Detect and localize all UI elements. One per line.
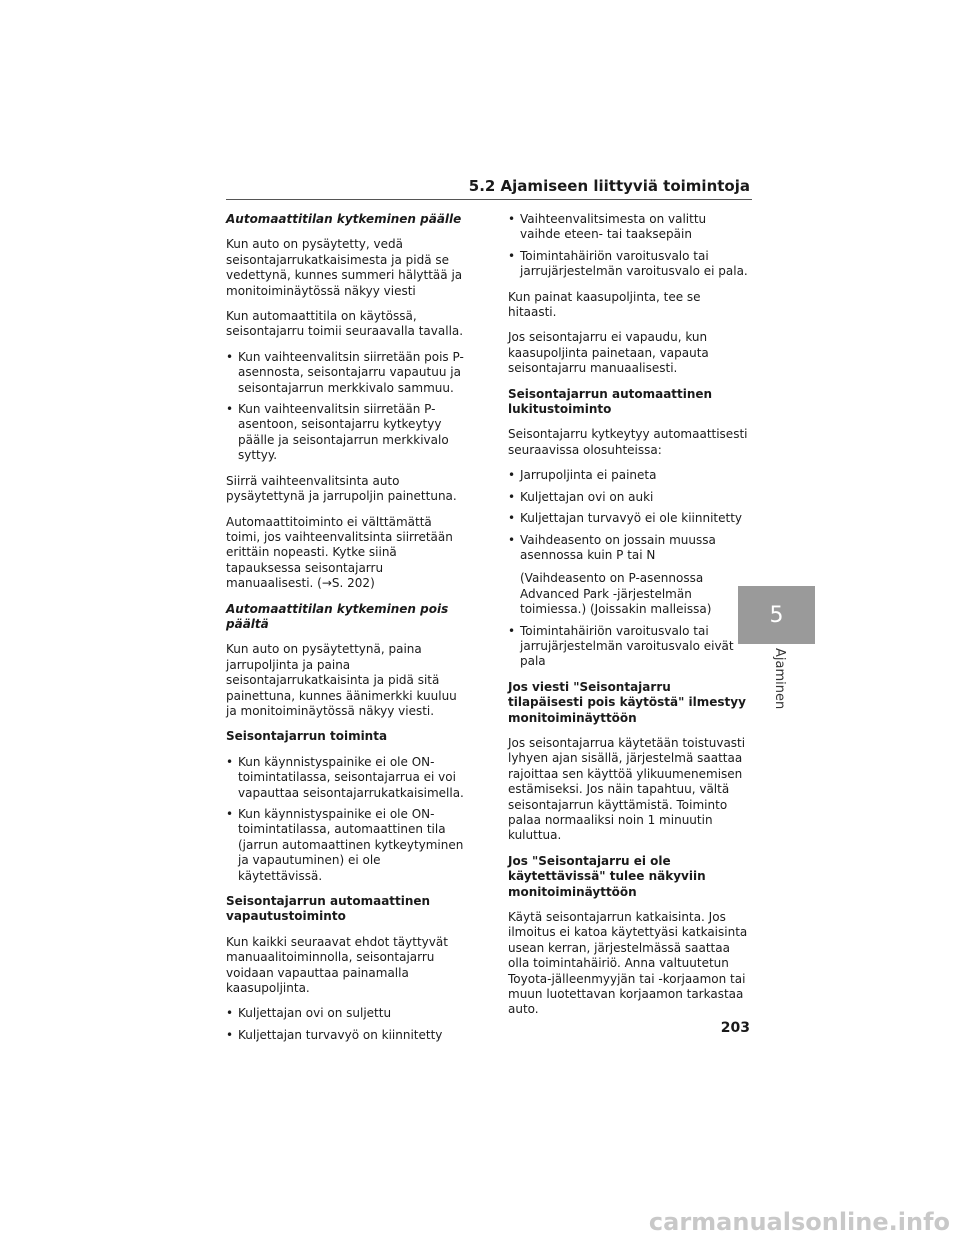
list-item: • Kuljettajan turvavyö on kiinnitetty (226, 1028, 466, 1043)
list-item: • Kun vaihteenvalitsin siirretään pois P-asennosta, seisontajarru vapautuu ja seisontajarrun merkkivalo sammuu. (226, 350, 466, 396)
paragraph: Automaattitoiminto ei välttämättä toimi, jos vaihteenvalitsinta siirretään erittäin nopeasti. Kytke siinä tapauksessa seisontajarru manuaalisesti. (→S. 202) (226, 514, 453, 591)
heading-auto-mode-on: Automaattitilan kytkeminen päälle (226, 212, 462, 226)
paragraph: Siirrä vaihteenvalitsinta auto pysäytettynä ja jarrupoljin painettuna. (226, 473, 457, 504)
list-item: • Kun vaihteenvalitsin siirretään P-asentoon, seisontajarru kytkeytyy päälle ja seisontajarrun merkkivalo syttyy. (226, 402, 466, 464)
chapter-tab (738, 586, 815, 644)
paragraph: Käytä seisontajarrun katkaisinta. Jos ilmoitus ei katoa käytettyäsi katkaisinta usean kerran, järjestelmässä saattaa olla toimintahäiriö. Anna valtuutetun Toyota-jälleenmyyjän tai -korjaamon tai muun luotettavan korjaamon tarkastaa auto. (508, 910, 748, 1017)
page-number: 203 (720, 1020, 750, 1036)
paragraph: Seisontajarru kytkeytyy automaattisesti seuraavissa olosuhteissa: (508, 427, 748, 457)
paragraph: Jos seisontajarrua käytetään toistuvasti lyhyen ajan sisällä, järjestelmä saattaa rajoittaa sen käyttöä ylikuumenemisen estämiseksi. Jos näin tapahtuu, vältä seisontajarrun käyttämistä. Toiminto palaa normaaliksi noin 1 minuutin kuluttua. (508, 735, 746, 843)
bullet-list (508, 624, 748, 670)
list-item: • Toimintahäiriön varoitusvalo tai jarrujärjestelmän varoitusvalo eivät pala (508, 624, 748, 670)
paragraph: Kun painat kaasupoljinta, tee se hitaasti. (508, 289, 701, 320)
heading-auto-release: Seisontajarrun automaattinen vapautustoiminto (226, 894, 431, 924)
list-item: • Kuljettajan ovi on auki (508, 490, 748, 505)
right-column (508, 212, 748, 1028)
section-title: 5.2 Ajamiseen liittyviä toimintoja (468, 177, 750, 195)
list-item: • Kun käynnistyspainike ei ole ON-toimintatilassa, seisontajarrua ei voi vapauttaa seisontajarrukatkaisimella. (226, 755, 466, 801)
watermark: carmanualsonline.info (648, 1208, 950, 1236)
heading-unavailable: Jos "Seisontajarru ei ole käytettävissä" tulee näkyviin monitoiminäyttöön (508, 853, 706, 899)
bullet-list (226, 755, 466, 884)
paragraph: Kun automaattitila on käytössä, seisontajarru toimii seuraavalla tavalla. (226, 309, 464, 339)
heading-auto-mode-off: Automaattitilan kytkeminen pois päältä (226, 601, 449, 631)
bullet-list (226, 350, 466, 464)
heading-auto-lock: Seisontajarrun automaattinen lukitustoiminto (508, 386, 713, 417)
header-divider (226, 199, 752, 200)
list-item: • Kuljettajan turvavyö ei ole kiinnitetty (508, 511, 748, 526)
heading-parking-brake-operation: Seisontajarrun toiminta (226, 729, 388, 744)
bullet-list (226, 1006, 466, 1043)
left-column (226, 212, 466, 1053)
paragraph: Jos seisontajarru ei vapaudu, kun kaasupoljinta painetaan, vapauta seisontajarru manuaalisesti. (508, 330, 709, 376)
list-item: • Vaihteenvalitsimesta on valittu vaihde eteen- tai taaksepäin (508, 212, 748, 243)
chapter-number: 5 (769, 602, 784, 628)
heading-temporarily-disabled: Jos viesti "Seisontajarru tilapäisesti pois käytöstä" ilmestyy monitoiminäyttöön (508, 679, 746, 725)
chapter-label: Ajaminen (772, 648, 787, 710)
list-item: • Jarrupoljinta ei paineta (508, 468, 748, 483)
list-item: • Toimintahäiriön varoitusvalo tai jarrujärjestelmän varoitusvalo ei pala. (508, 249, 748, 280)
list-item: • Vaihdeasento on jossain muussa asennossa kuin P tai N (508, 533, 748, 564)
paragraph: Kun auto on pysäytettynä, paina jarrupoljinta ja paina seisontajarrukatkaisinta ja pidä sitä painettuna, kunnes äänimerkki kuuluu ja monitoiminäytössä näkyy viesti. (226, 642, 457, 718)
paragraph: Kun auto on pysäytetty, vedä seisontajarrukatkaisimesta ja pidä se vedettynä, kunnes summeri hälyttää ja monitoiminäytössä näkyy viesti (226, 237, 463, 298)
paragraph: Kun kaikki seuraavat ehdot täyttyvät manuaalitoiminnolla, seisontajarru voidaan vapauttaa painamalla kaasupoljinta. (226, 934, 448, 996)
list-item: • Kuljettajan ovi on suljettu (226, 1006, 466, 1021)
list-item-note: (Vaihdeasento on P-asennossa Advanced Park -järjestelmän toimiessa.) (Joissakin malleissa) (520, 571, 712, 617)
bullet-list (508, 468, 748, 563)
list-item: • Kun käynnistyspainike ei ole ON-toimintatilassa, automaattinen tila (jarrun automaattinen kytkeytyminen ja vapautuminen) ei ole käytettävissä. (226, 807, 466, 884)
bullet-list (508, 212, 748, 280)
